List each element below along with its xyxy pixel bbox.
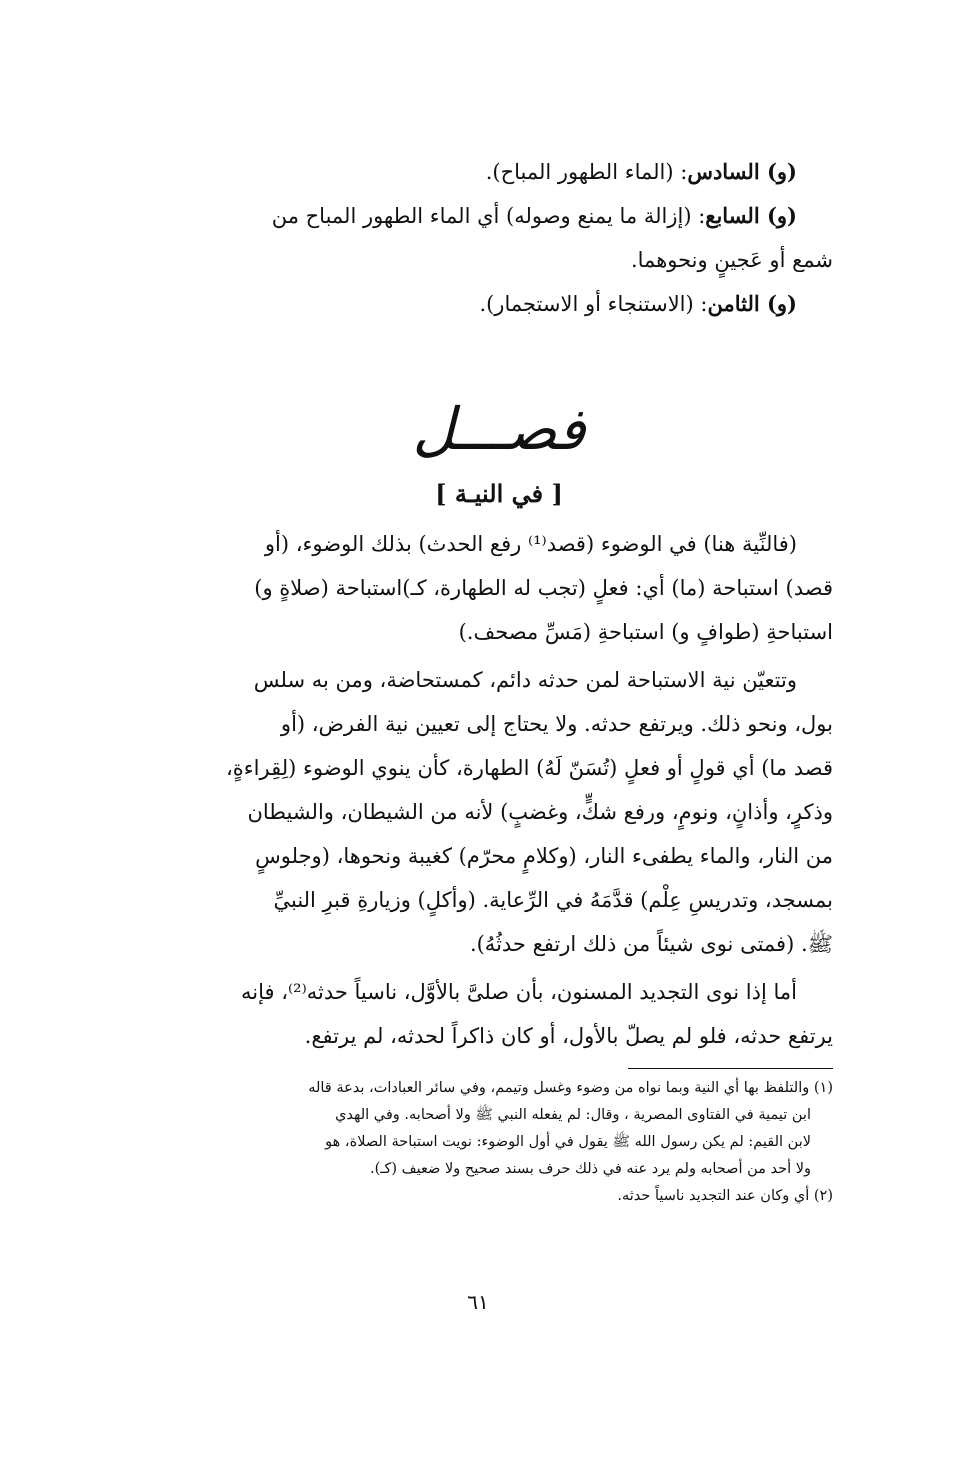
text-line: وذكرٍ، وأذانٍ، ونومٍ، ورفع شكٍّ، وغضبٍ) لأنه من الشيطان، والشيطان	[247, 800, 833, 824]
text-line: أما إذا نوى التجديد المسنون، بأن صلىَّ بالأوَّل، ناسياً حدثه⁽²⁾، فإنه	[241, 980, 797, 1004]
item-text: : (الماء الطهور المباح).	[485, 160, 688, 184]
item-text: شمع أو عَجينٍ ونحوهما.	[630, 248, 833, 272]
list-item-continuation	[165, 238, 833, 282]
item-text: : (إزالة ما يمنع وصوله) أي الماء الطهور المباح من	[271, 204, 706, 228]
text-line: ﷺ. (فمتى نوى شيئاً من ذلك ارتفع حدثُهُ).	[469, 932, 833, 956]
text-line: قصد) استباحة (ما) أي: فعلٍ (تجب له الطهارة، كـ)استباحة (صلاةٍ و)	[254, 576, 833, 600]
list-item	[165, 150, 833, 194]
item-label: (و) الثامن	[707, 291, 797, 316]
footnote-line: (١) والتلفظ بها أي النية وبما نواه من وضوء وغسل وتيمم، وفي سائر العبادات، بدعة قاله	[308, 1080, 833, 1096]
page-content	[165, 150, 833, 1210]
text-line: يرتفع حدثه، فلو لم يصلّ بالأول، أو كان ذاكراً لحدثه، لم يرتفع.	[304, 1024, 833, 1048]
top-list	[165, 150, 833, 326]
footnote-line: لابن القيم: لم يكن رسول الله ﷺ يقول في أول الوضوء: نويت استباحة الصلاة، هو	[325, 1134, 811, 1150]
paragraph	[165, 658, 833, 966]
list-item	[165, 282, 833, 326]
text-line: بول، ونحو ذلك. ويرتفع حدثه. ولا يحتاج إلى تعيين نية الفرض، (أو	[280, 712, 833, 736]
page-number: ٦١	[467, 1290, 489, 1314]
text-line: (فالنِّية هنا) في الوضوء (قصد⁽¹⁾ رفع الحدث) بذلك الوضوء، (أو	[264, 532, 797, 556]
text-line: من النار، والماء يطفىء النار، (وكلامٍ محرّم) كغيبة ونحوها، (وجلوسٍ	[255, 844, 833, 868]
text-line: استباحةِ (طوافٍ و) استباحةِ (مَسِّ مصحف.)	[458, 620, 833, 644]
footnote-line: ابن تيمية في الفتاوى المصرية ، وقال: لم يفعله النبي ﷺ ولا أصحابه. وفي الهدي	[335, 1107, 811, 1123]
paragraph	[165, 522, 833, 654]
section-subheading: [ في النيـة ]	[435, 479, 563, 508]
footnote-line: ولا أحد من أصحابه ولم يرد عنه في ذلك حرف بسند صحيح ولا ضعيف (كـ).	[369, 1161, 811, 1177]
item-text: : (الاستنجاء أو الاستجمار).	[479, 292, 708, 316]
footnote	[165, 1075, 833, 1183]
footnote-line: (٢) أي وكان عند التجديد ناسياً حدثه.	[617, 1188, 833, 1204]
footnote	[165, 1183, 833, 1210]
text-line: وتتعيّن نية الاستباحة لمن حدثه دائم، كمستحاضة، ومن به سلس	[253, 668, 797, 692]
section-heading: فصـــل	[412, 395, 586, 463]
item-label: (و) السابع	[705, 203, 797, 228]
text-line: قصد ما) أي قولٍ أو فعلٍ (تُسَنّ لَهُ) الطهارة، كأن ينوي الوضوء (لِقِراءةٍ،	[226, 756, 833, 780]
item-label: (و) السادس	[687, 159, 797, 184]
footnotes	[165, 1075, 833, 1210]
footnote-divider	[628, 1068, 833, 1069]
text-line: بمسجد، وتدريسِ عِلْم) قدَّمَهُ في الرِّعاية. (وأكلٍ) وزيارةِ قبرِ النبيِّ	[273, 888, 833, 912]
paragraph	[165, 970, 833, 1058]
list-item	[165, 194, 833, 238]
